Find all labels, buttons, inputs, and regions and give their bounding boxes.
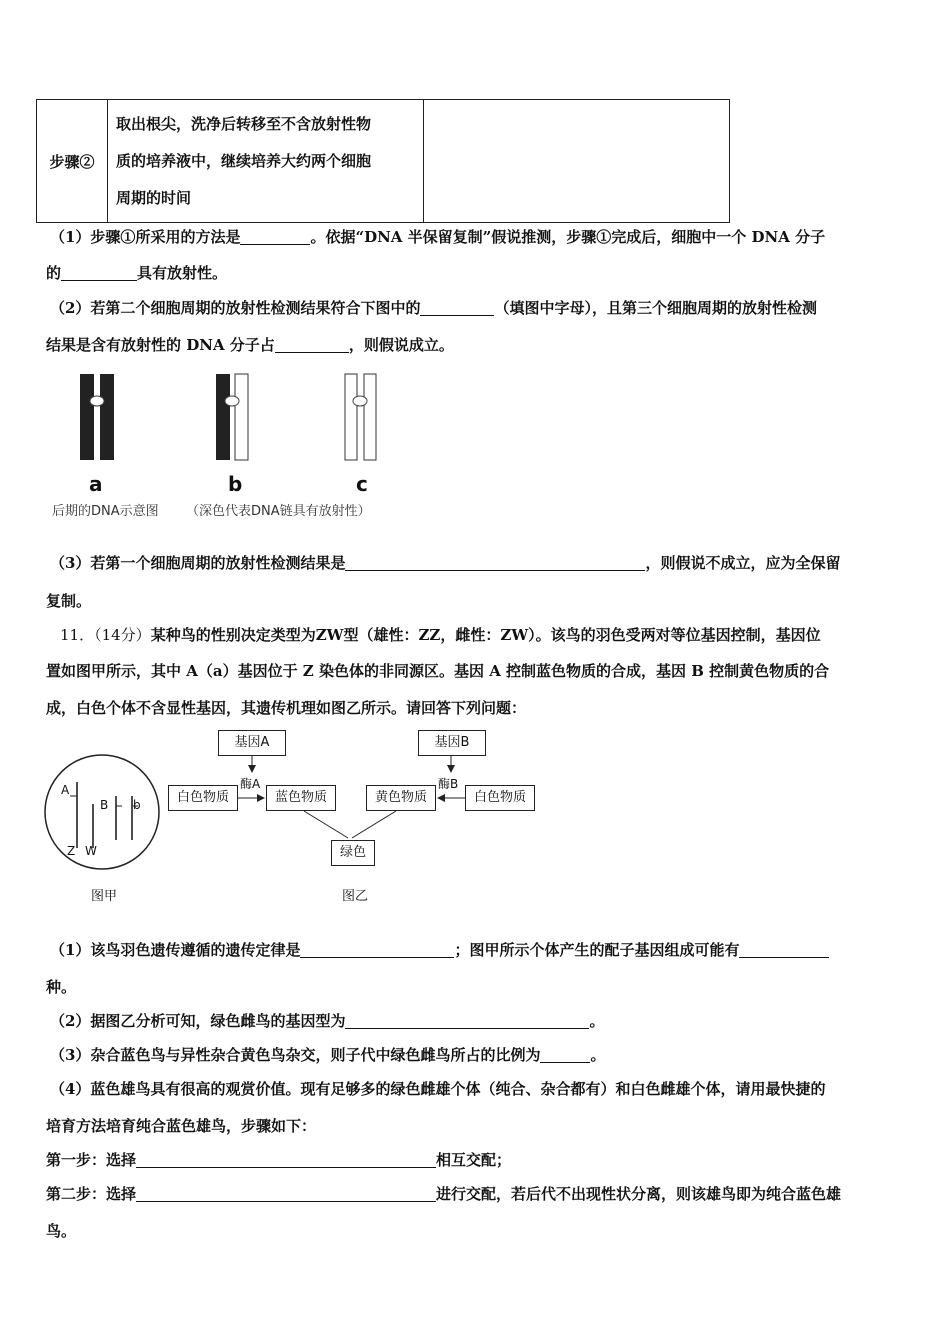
q11-step1 — [46, 1151, 511, 1169]
q10-part3-line1 — [50, 554, 840, 572]
answer-blank — [240, 230, 310, 245]
text: 进行交配，若后代不出现性状分离，则该雄鸟即为纯合蓝色雄 — [436, 1185, 842, 1203]
answer-blank — [61, 266, 137, 281]
fig-jia-caption: 图甲 — [91, 889, 118, 904]
dna-strand-dark — [80, 374, 94, 460]
text: 结果是含有放射性的 DNA 分子占 — [46, 336, 275, 354]
experiment-steps-table — [36, 99, 730, 223]
text: 具有放射性。 — [137, 264, 228, 282]
fig-caption-left: 后期的DNA示意图 — [52, 504, 159, 519]
yellow-substance-box: 黄色物质 — [366, 785, 436, 811]
dna-strand-dark — [216, 374, 230, 460]
dna-strand-dark — [100, 374, 114, 460]
step-result-cell — [424, 100, 730, 223]
cell-outline — [45, 755, 159, 869]
answer-blank — [345, 1014, 589, 1029]
dna-strand-light — [364, 374, 376, 460]
blue-substance-box: 蓝色物质 — [266, 785, 336, 811]
question-number: 11． — [60, 626, 95, 644]
text: 相互交配； — [436, 1151, 512, 1169]
answer-blank — [275, 338, 349, 353]
table-row — [37, 100, 730, 223]
dna-strand-light — [235, 374, 248, 460]
text: 的 — [46, 264, 62, 282]
enzyme-B-label: 酶B — [438, 777, 459, 791]
fig-label-c: c — [356, 472, 368, 496]
text: ，则假说成立。 — [348, 336, 454, 354]
q11-part3 — [50, 1046, 605, 1064]
question-score: （14分） — [94, 626, 151, 644]
q11-intro-line1 — [60, 626, 821, 644]
gene-B-box: 基因B — [418, 730, 486, 756]
q11-part1-line2: 种。 — [46, 978, 77, 996]
text: 某种鸟的性别决定类型为ZW型（雄性：ZZ，雌性：ZW）。该鸟的羽色受两对等位基因控制，基因位 — [150, 626, 821, 644]
dna-diagram — [70, 370, 390, 465]
gene-label-B: B — [100, 798, 109, 812]
answer-blank — [420, 301, 494, 316]
step-desc-line: 周期的时间 — [116, 188, 192, 207]
enzyme-A-label: 酶A — [240, 777, 261, 791]
answer-blank — [345, 556, 645, 571]
fig-label-a: a — [89, 472, 103, 496]
q11-step2 — [46, 1185, 841, 1203]
q10-part2-line1 — [50, 299, 817, 317]
chromosome-label-W: W — [85, 844, 97, 858]
dna-strand-light — [345, 374, 357, 460]
text: （3）若第一个细胞周期的放射性检测结果是 — [50, 554, 346, 572]
gene-label-b: b — [133, 798, 141, 812]
q10-part1-line2 — [46, 264, 227, 282]
text: （2）据图乙分析可知，绿色雌鸟的基因型为 — [50, 1012, 346, 1030]
centromere — [90, 396, 104, 406]
green-box: 绿色 — [331, 840, 375, 866]
q10-part1-line1 — [50, 228, 825, 246]
white-substance-box: 白色物质 — [168, 785, 238, 811]
chromosome-label-Z: Z — [67, 844, 76, 858]
text: 。 — [589, 1012, 605, 1030]
text: （1）该鸟羽色遗传遵循的遗传定律是 — [50, 941, 301, 959]
fig-label-b: b — [228, 472, 243, 496]
answer-blank — [136, 1187, 436, 1202]
q11-intro-line3: 成，白色个体不含显性基因，其遗传机理如图乙所示。请回答下列问题： — [46, 699, 527, 717]
answer-blank — [300, 943, 454, 958]
answer-blank — [540, 1048, 590, 1063]
answer-blank — [739, 943, 829, 958]
fig-caption-right: （深色代表DNA链具有放射性） — [186, 504, 371, 519]
text: 第二步：选择 — [46, 1185, 137, 1203]
step-label-cell: 步骤② — [37, 100, 108, 223]
centromere — [225, 396, 239, 406]
q10-part2-line2 — [46, 336, 454, 354]
white-substance-box-2: 白色物质 — [465, 785, 535, 811]
text: （3）杂合蓝色鸟与异性杂合黄色鸟杂交，则子代中绿色雌鸟所占的比例为 — [50, 1046, 541, 1064]
q11-part1-line1 — [50, 941, 829, 959]
text: 第一步：选择 — [46, 1151, 137, 1169]
text: （填图中字母），且第三个细胞周期的放射性检测 — [494, 299, 817, 317]
q11-intro-line2: 置如图甲所示，其中 A（a）基因位于 Z 染色体的非同源区。基因 A 控制蓝色物质的合成，基因 B 控制黄色物质的合 — [46, 662, 830, 680]
blue-to-green-line — [304, 811, 348, 838]
text: 。依据“DNA 半保留复制”假说推测，步骤①完成后，细胞中一个 DNA 分子 — [310, 228, 826, 246]
step-desc-line: 质的培养液中，继续培养大约两个细胞 — [116, 151, 372, 170]
answer-blank — [136, 1153, 436, 1168]
yellow-to-green-line — [352, 811, 396, 838]
q10-part3-line2: 复制。 — [46, 592, 92, 610]
q11-step2-line2: 鸟。 — [46, 1222, 77, 1240]
q11-part4-line1: （4）蓝色雄鸟具有很高的观赏价值。现有足够多的绿色雌雄个体（纯合、杂合都有）和白色雌雄个体，请用最快捷的 — [50, 1080, 826, 1098]
step-desc-line: 取出根尖，洗净后转移至不含放射性物 — [116, 114, 372, 133]
text: （2）若第二个细胞周期的放射性检测结果符合下图中的 — [50, 299, 421, 317]
text: （1）步骤①所采用的方法是 — [50, 228, 241, 246]
centromere — [353, 396, 367, 406]
q11-part4-line2: 培育方法培育纯合蓝色雄鸟，步骤如下： — [46, 1117, 317, 1135]
text: ，则假说不成立，应为全保留 — [645, 554, 841, 572]
q11-part2 — [50, 1012, 604, 1030]
step-desc-cell — [108, 100, 424, 223]
fig-yi-caption: 图乙 — [342, 889, 369, 904]
text: ；图甲所示个体产生的配子基因组成可能有 — [454, 941, 740, 959]
gene-label-A: A — [61, 783, 70, 797]
gene-A-box: 基因A — [218, 730, 286, 756]
text: 。 — [590, 1046, 606, 1064]
